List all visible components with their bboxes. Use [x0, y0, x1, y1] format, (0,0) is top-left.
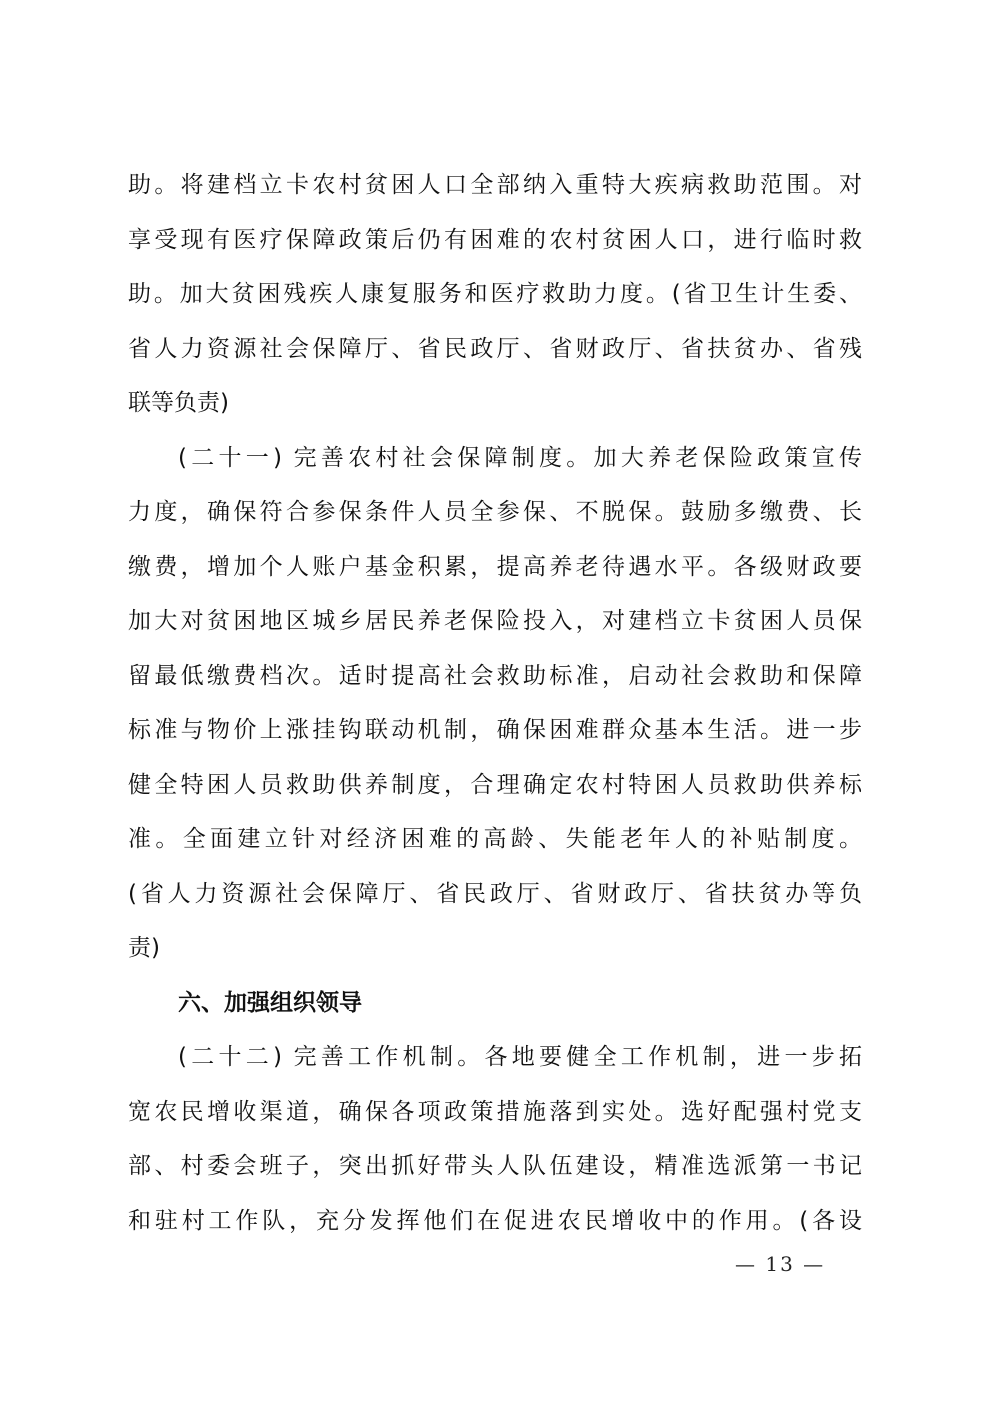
text-line: 享受现有医疗保障政策后仍有困难的农村贫困人口，进行临时救 [128, 226, 862, 253]
text-line: 加大对贫困地区城乡居民养老保险投入，对建档立卡贫困人员保 [128, 608, 862, 634]
text-line: 宽农民增收渠道，确保各项政策措施落到实处。选好配强村党支 [128, 1098, 862, 1125]
text-line: 标准与物价上涨挂钩联动机制，确保困难群众基本生活。进一步 [128, 717, 862, 743]
text-line: 和驻村工作队，充分发挥他们在促进农民增收中的作用。(各设 [128, 1207, 862, 1234]
page-number: — 13 — [735, 1252, 826, 1276]
paragraph-start-line: (二十二) 完善工作机制。各地要健全工作机制，进一步拓 [178, 1044, 862, 1070]
section-heading: 六、加强组织领导 [178, 989, 362, 1016]
text-line: (省人力资源社会保障厅、省民政厅、省财政厅、省扶贫办等负 [128, 880, 862, 907]
paragraph-start-line: (二十一) 完善农村社会保障制度。加大养老保险政策宣传 [178, 444, 862, 471]
text-line: 责) [128, 935, 160, 961]
text-line: 联等负责) [128, 390, 229, 416]
text-line: 缴费，增加个人账户基金积累，提高养老待遇水平。各级财政要 [128, 553, 862, 580]
text-line: 健全特困人员救助供养制度，合理确定农村特困人员救助供养标 [128, 771, 862, 798]
text-line: 准。全面建立针对经济困难的高龄、失能老年人的补贴制度。 [128, 826, 862, 852]
text-line: 省人力资源社会保障厅、省民政厅、省财政厅、省扶贫办、省残 [128, 335, 862, 362]
text-line: 助。将建档立卡农村贫困人口全部纳入重特大疾病救助范围。对 [128, 172, 862, 198]
text-line: 力度，确保符合参保条件人员全参保、不脱保。鼓励多缴费、长 [128, 499, 862, 525]
text-line: 助。加大贫困残疾人康复服务和医疗救助力度。(省卫生计生委、 [128, 281, 862, 307]
document-body [128, 158, 862, 1248]
text-line: 部、村委会班子，突出抓好带头人队伍建设，精准选派第一书记 [128, 1153, 862, 1179]
text-line: 留最低缴费档次。适时提高社会救助标准，启动社会救助和保障 [128, 662, 862, 689]
